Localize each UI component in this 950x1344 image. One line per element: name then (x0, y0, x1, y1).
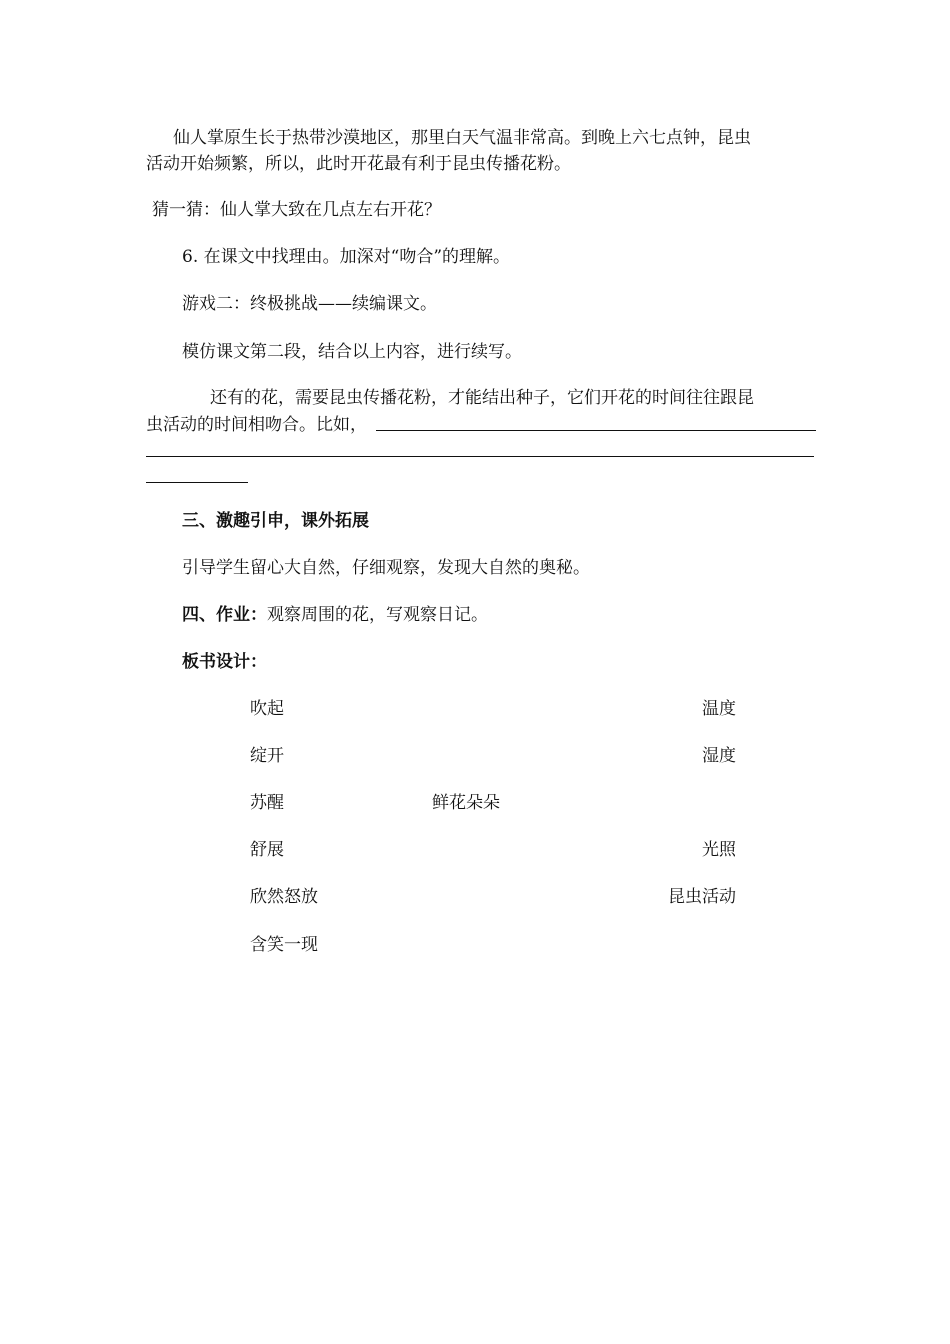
board-design-title: 板书设计： (182, 652, 267, 672)
section-three-heading: 三、激趣引申，课外拓展 (182, 511, 369, 531)
board-right-item: 温度 (702, 699, 736, 719)
fill-in-blank-line-3 (146, 482, 248, 483)
fill-in-blank-line-2 (146, 456, 814, 457)
cactus-paragraph-line-2: 活动开始频繁，所以，此时开花最有利于昆虫传播花粉。 (146, 154, 571, 174)
board-right-item: 湿度 (702, 746, 736, 766)
board-center-item: 鲜花朵朵 (432, 793, 500, 813)
continue-paragraph-line-2: 虫活动的时间相吻合。比如， (146, 415, 367, 435)
board-left-item: 舒展 (250, 840, 284, 860)
homework-text: 观察周围的花，写观察日记。 (267, 605, 488, 625)
board-left-item: 含笑一现 (250, 935, 318, 955)
game-two-heading: 游戏二：终极挑战——续编课文。 (182, 294, 437, 314)
board-right-item: 光照 (702, 840, 736, 860)
fill-in-blank-line-1 (376, 430, 816, 431)
board-left-item: 吹起 (250, 699, 284, 719)
homework-line (182, 605, 488, 625)
board-left-item: 苏醒 (250, 793, 284, 813)
guess-question: 猜一猜：仙人掌大致在几点左右开花？ (152, 200, 441, 220)
cactus-paragraph-line-1: 仙人掌原生长于热带沙漠地区，那里白天气温非常高。到晚上六七点钟，昆虫 (173, 128, 751, 148)
board-left-item: 绽开 (250, 746, 284, 766)
board-left-item: 欣然怒放 (250, 887, 318, 907)
item-6-text: 6. 在课文中找理由。加深对“吻合”的理解。 (182, 247, 511, 267)
homework-label: 四、作业： (182, 605, 267, 625)
board-right-item: 昆虫活动 (668, 887, 736, 907)
continue-paragraph-line-1: 还有的花，需要昆虫传播花粉，才能结出种子，它们开花的时间往往跟昆 (210, 388, 754, 408)
guide-text: 引导学生留心大自然，仔细观察，发现大自然的奥秘。 (182, 558, 590, 578)
imitate-instruction: 模仿课文第二段，结合以上内容，进行续写。 (182, 342, 522, 362)
